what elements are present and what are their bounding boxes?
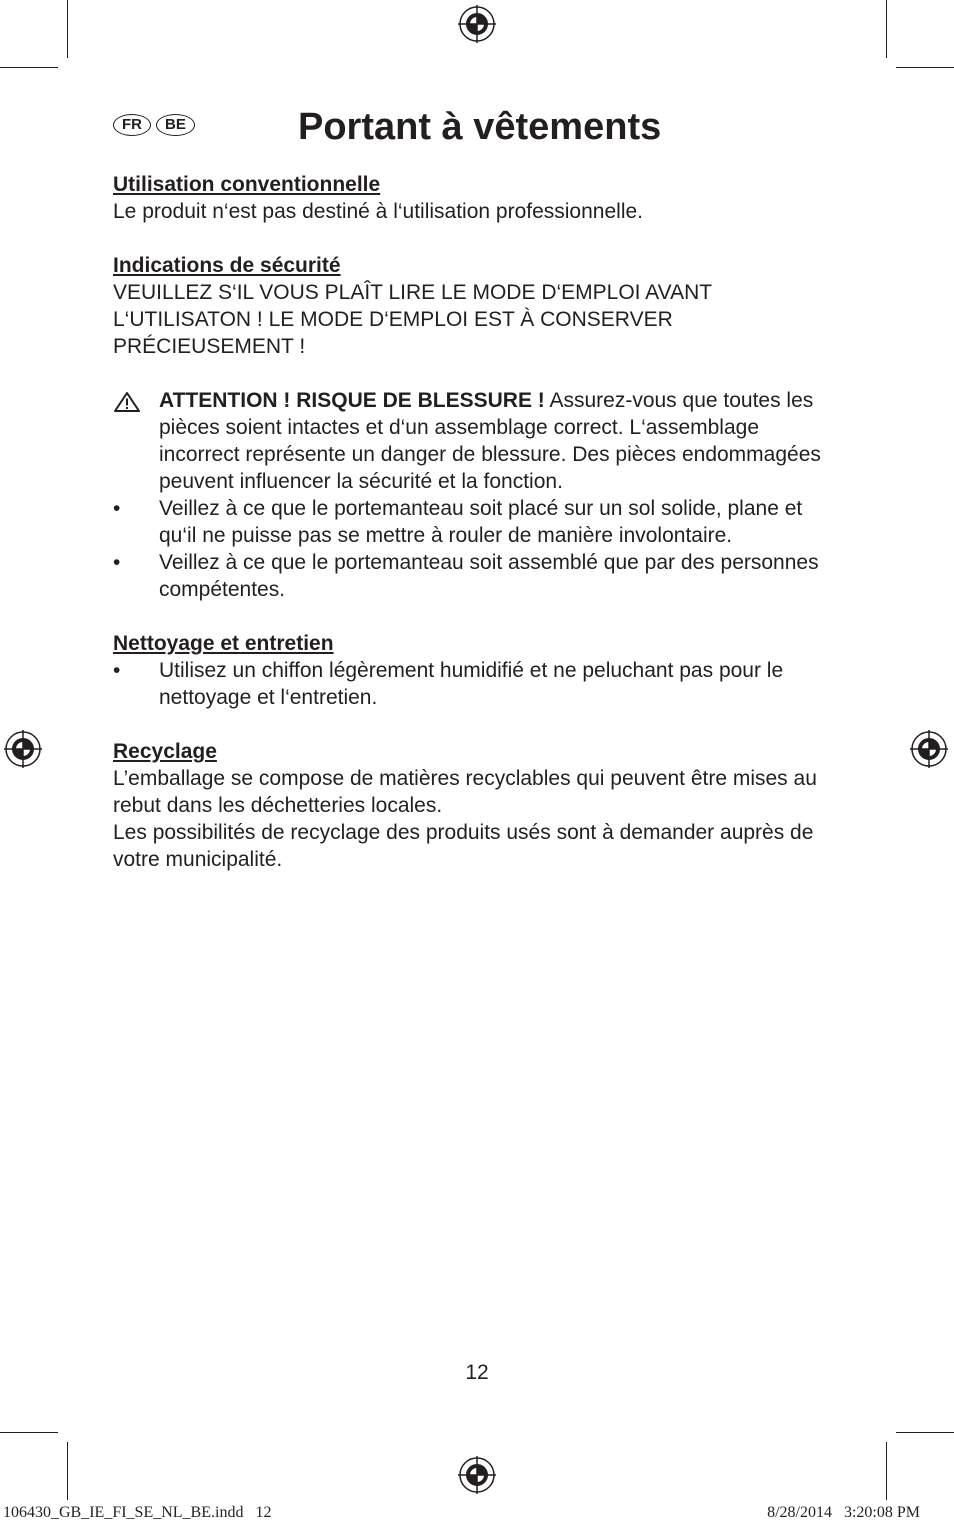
warning-triangle-icon [113,391,143,420]
crop-mark [896,1432,954,1433]
list-item-text: Utilisez un chiffon légèrement humidifié et ne peluchant pas pour le nettoyage et l‘entretien. [159,659,784,709]
registration-mark-icon [458,5,496,43]
list-item-text: Veillez à ce que le portemanteau soit assemblé que par des personnes compétentes. [159,551,819,601]
list-item [113,549,841,603]
safety-text: VEUILLEZ S‘IL VOUS PLAÎT LIRE LE MODE D‘EMPLOI AVANT L‘UTILISATON ! LE MODE D‘EMPLOI EST À CONSERVER PRÉCIEUSEMENT ! [113,281,712,358]
usage-text: Le produit n‘est pas destiné à l‘utilisation professionnelle. [113,200,643,223]
print-slug-date: 8/28/2014 3:20:08 PM [767,1504,920,1521]
page-number: 12 [465,1361,489,1384]
crop-mark [67,0,68,58]
section-heading-recycling: Recyclage [113,740,217,763]
language-badges [113,114,195,136]
section-heading-usage: Utilisation conventionnelle [113,173,381,196]
crop-mark [896,67,954,68]
lang-badge-be: BE [156,114,195,136]
recycling-text: Les possibilités de recyclage des produits usés sont à demander auprès de votre municipalité. [113,821,814,871]
crop-mark [0,67,58,68]
bullet: • [113,551,121,574]
list-item [113,495,841,549]
warning-title: ATTENTION ! RISQUE DE BLESSURE ! [159,389,545,412]
registration-mark-icon [910,730,948,768]
lang-badge-fr: FR [113,114,151,136]
warning-text: Assurez-vous que toutes les pièces soient intactes et d‘un assemblage correct. L‘assemblage incorrect représente un danger de blessure. Des pièces endommagées peuvent influencer la sécurité et la fonction. [159,389,821,493]
section-heading-cleaning: Nettoyage et entretien [113,632,334,655]
document-body [113,171,841,873]
crop-mark [886,1442,887,1500]
recycling-text: L’emballage se compose de matières recyclables qui peuvent être mises au rebut dans les déchetteries locales. [113,767,817,817]
registration-mark-icon [4,730,42,768]
bullet: • [113,659,121,682]
crop-mark [0,1432,58,1433]
bullet: • [113,497,121,520]
crop-mark [886,0,887,58]
registration-mark-icon [458,1456,496,1494]
print-slug-file: 106430_GB_IE_FI_SE_NL_BE.indd 12 [3,1504,272,1521]
warning-item [113,387,841,495]
list-item-text: Veillez à ce que le portemanteau soit placé sur un sol solide, plane et qu‘il ne puisse pas se mettre à rouler de manière involontaire. [159,497,803,547]
crop-mark [67,1442,68,1500]
section-heading-safety: Indications de sécurité [113,254,341,277]
page-title: Portant à vêtements [298,106,662,148]
list-item [113,657,841,711]
